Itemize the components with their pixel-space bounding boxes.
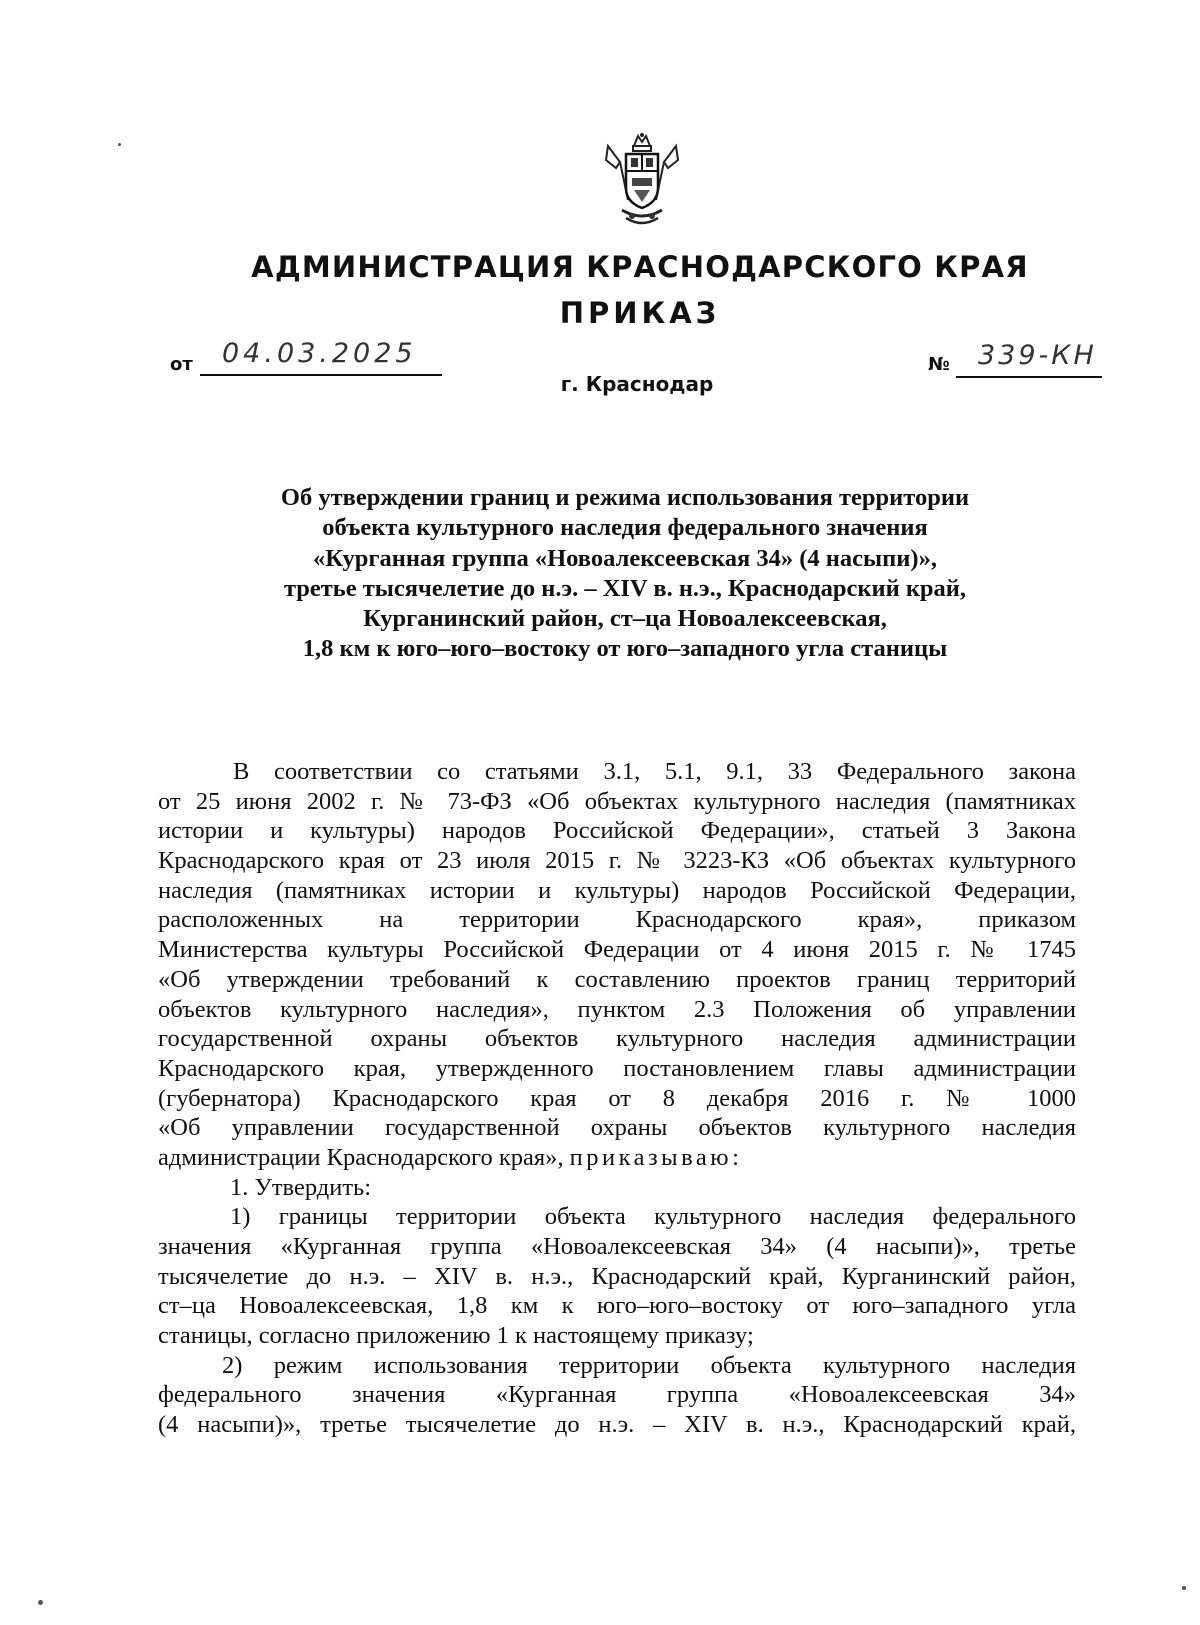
title-line: Об утверждении границ и режима использования территории: [280, 484, 970, 511]
body-line: В соответствии со статьями 3.1, 5.1, 9.1, 33 Федерального закона: [233, 758, 1076, 785]
title-line: третье тысячелетие до н.э. – XIV в. н.э., Краснодарский край,: [283, 574, 967, 602]
scan-speck: [38, 1600, 43, 1605]
body-line: 2) режим использования территории объекта культурного наследия: [222, 1351, 1076, 1379]
body-line: федерального значения «Курганная группа «Новоалексеевская 34»: [158, 1381, 1076, 1409]
title-line: 1,8 км к юго–юго–востоку от юго–западного угла станицы: [302, 635, 948, 663]
number-label: №: [928, 354, 950, 375]
issuing-authority: АДМИНИСТРАЦИЯ КРАСНОДАРСКОГО КРАЯ: [251, 250, 1029, 284]
title-line: «Курганная группа «Новоалексеевская 34» (4 насыпи)»,: [313, 544, 937, 572]
document-title: [150, 483, 1100, 665]
body-line: от 25 июня 2002 г. № 73-ФЗ «Об объектах культурного наследия (памятниках: [158, 787, 1076, 815]
body-line: тысячелетие до н.э. – XIV в. н.э., Краснодарский край, Курганинский район,: [158, 1262, 1076, 1290]
body-line: наследия (памятниках истории и культуры) народов Российской Федерации,: [158, 876, 1076, 904]
body-line-order: [158, 1143, 1076, 1173]
body-line: (губернатора) Краснодарского края от 8 декабря 2016 г. № 1000: [158, 1084, 1076, 1112]
body-line: станицы, согласно приложению 1 к настоящему приказу;: [158, 1322, 754, 1350]
document-city: г. Краснодар: [560, 372, 714, 396]
body-line: Краснодарского края от 23 июля 2015 г. № 3223-КЗ «Об объектах культурного: [158, 847, 1076, 875]
body-line: значения «Курганная группа «Новоалексеевская 34» (4 насыпи)», третье: [158, 1233, 1076, 1260]
body-line: Краснодарского края, утвержденного постановлением главы администрации: [158, 1054, 1076, 1082]
body-line: ст–ца Новоалексеевская, 1,8 км к юго–юго–востоку от юго–западного угла: [158, 1292, 1076, 1320]
body-line: 1. Утвердить:: [230, 1173, 372, 1201]
body-line: «Об управлении государственной охраны объектов культурного наследия: [158, 1114, 1076, 1142]
order-word: приказываю:: [569, 1143, 743, 1171]
body-line: (4 насыпи)», третье тысячелетие до н.э. – XIV в. н.э., Краснодарский край,: [158, 1411, 1076, 1439]
body-line: «Об утверждении требований к составлению проектов границ территорий: [158, 965, 1076, 993]
body-line: истории и культуры) народов Российской Федерации», статьей 3 Закона: [158, 817, 1076, 845]
body-line: администрации Краснодарского края»,: [158, 1143, 564, 1171]
scan-speck: [118, 143, 121, 146]
body-line: объектов культурного наследия», пунктом 2.3 Положения об управлении: [158, 995, 1076, 1023]
document-body: [158, 757, 1076, 1440]
scan-speck: [1182, 1586, 1186, 1590]
title-line: объекта культурного наследия федерального значения: [322, 514, 928, 542]
body-line: Министерства культуры Российской Федерации от 4 июня 2015 г. № 1745: [158, 936, 1076, 964]
document-number: 339-КН: [978, 340, 1097, 371]
body-line: 1) границы территории объекта культурного наследия федерального: [230, 1203, 1076, 1231]
coat-of-arms-icon: [602, 132, 682, 232]
body-line: государственной охраны объектов культурного наследия администрации: [158, 1025, 1076, 1053]
document-date: 04.03.2025: [222, 338, 417, 369]
body-line: расположенных на территории Краснодарского края», приказом: [158, 906, 1076, 934]
title-line: Курганинский район, ст–ца Новоалексеевская,: [363, 605, 887, 633]
date-label: от: [170, 354, 193, 375]
document-type: ПРИКАЗ: [559, 296, 721, 330]
